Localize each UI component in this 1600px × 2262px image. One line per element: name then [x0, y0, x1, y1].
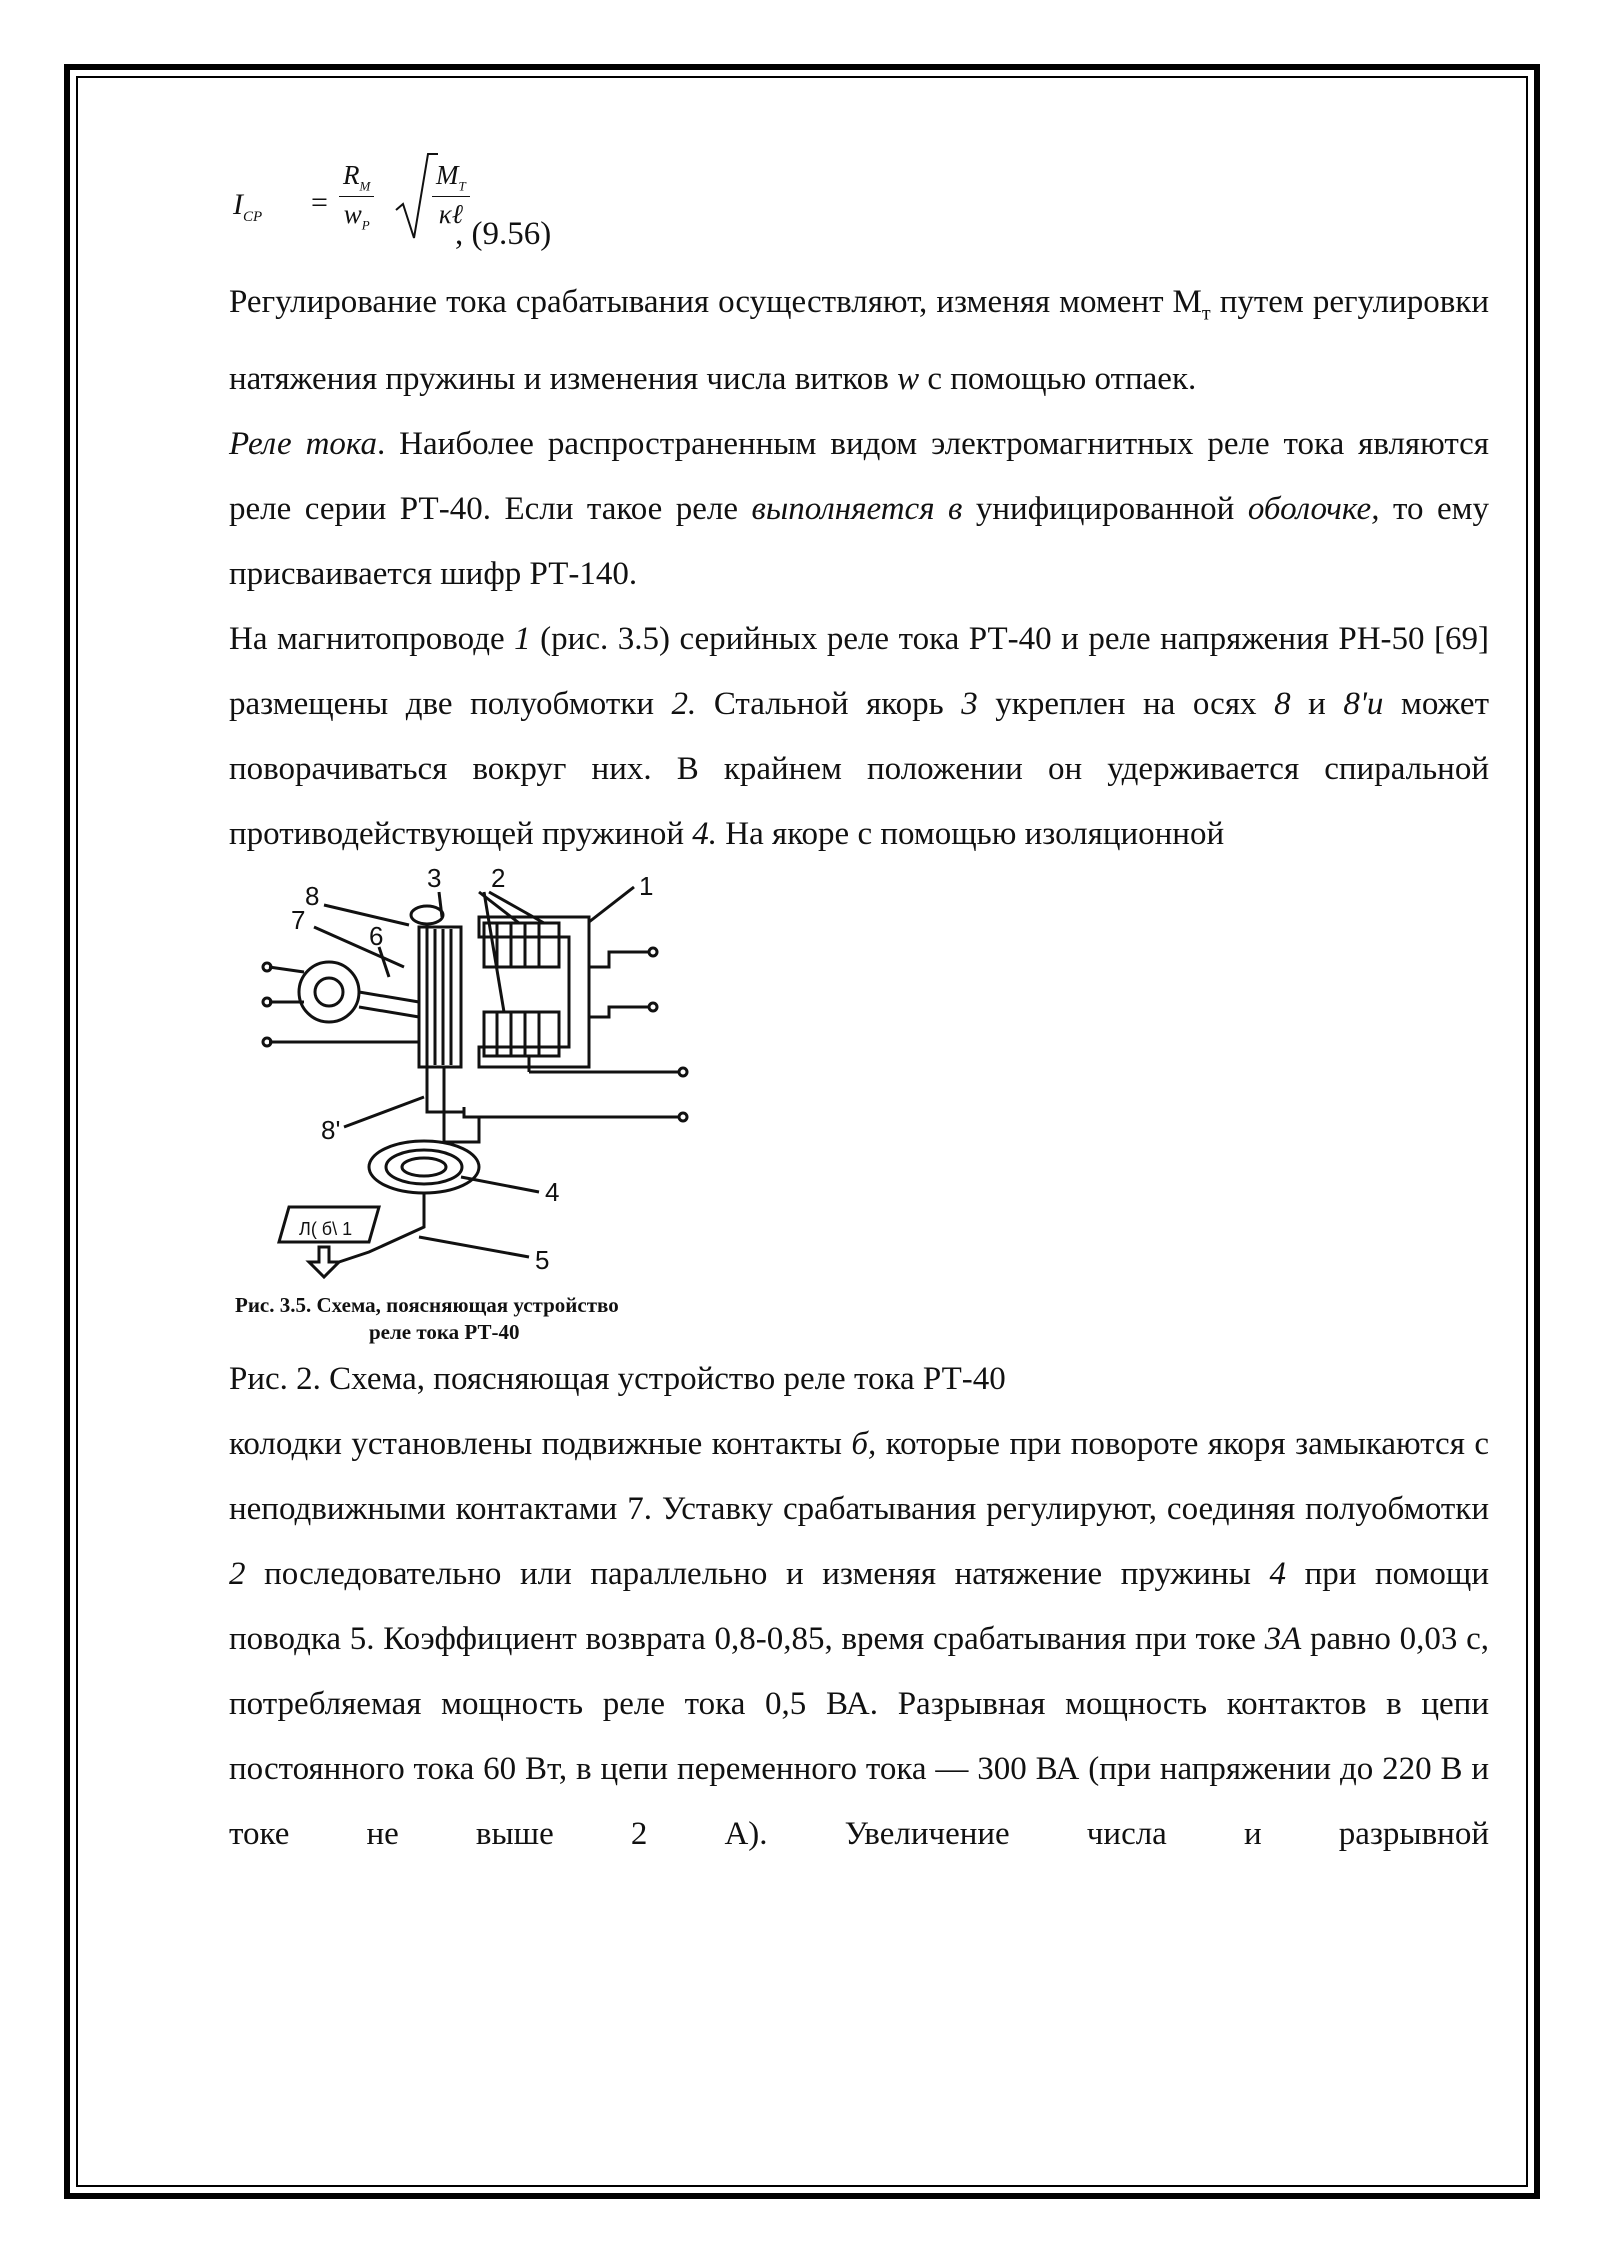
- figure-caption: Рис. 2. Схема, поясняющая устройство реле тока РТ-40: [229, 1360, 1006, 1397]
- relay-diagram-figure: [229, 867, 1489, 1347]
- figure-label-6: 6: [369, 920, 384, 951]
- figure-label-3: 3: [427, 866, 442, 893]
- figure-label-7: 7: [291, 904, 306, 935]
- figure-label-4: 4: [545, 1176, 560, 1207]
- armature: [419, 927, 461, 1067]
- figure-inner-caption-line2: реле тока РТ-40: [369, 1319, 520, 1344]
- formula-equals: =: [311, 186, 328, 219]
- relay-diagram: [229, 867, 749, 1347]
- paragraph-regulation: Регулирование тока срабатывания осуществляют, изменяя момент $M_т$ путем регулировки натяжения пружины и изменения числа витков w с помощью отпаек.: [229, 284, 1489, 397]
- figure-label-8-prime: 8': [321, 1114, 341, 1145]
- page-content: [229, 150, 1489, 1867]
- setting-scale-text: Л( б\ 1: [299, 1218, 353, 1239]
- coil-lower: [484, 1012, 559, 1056]
- formula-fraction-mt-kl: $M_T$ κℓ: [432, 160, 470, 230]
- figure-label-2: 2: [491, 866, 506, 893]
- figure-label-1: 1: [639, 870, 654, 901]
- paragraph-current-relay: Реле тока. Наиболее распространенным видом электромагнитных реле тока являются реле серии РТ-40. Если такое реле выполняется в унифицированной оболочке, то ему присваивается шифр РТ-140.: [229, 425, 1489, 592]
- formula-number: , (9.56): [455, 216, 552, 252]
- figure-label-5: 5: [535, 1244, 550, 1275]
- contact-block: [299, 962, 359, 1022]
- axis-knob: [411, 906, 443, 924]
- figure-inner-caption-line1: Рис. 3.5. Схема, поясняющая устройство: [235, 1292, 619, 1317]
- setting-pointer: [309, 1247, 339, 1277]
- formula-fraction-rm-wp: $\frac{R_M}{w_P}$: [339, 160, 374, 234]
- figure-label-8: 8: [305, 880, 320, 911]
- paragraph-contacts: колодки установлены подвижные контакты б, которые при повороте якоря замыкаются с неподвижными контактами 7. Уставку срабатывания регулируют, соединяя полуобмотки 2 последовательно или параллельно и изменяя натяжение пружины 4 при помощи поводка 5. Коэффициент возврата 0,8-0,85, время срабатывания при токе 3А равно 0,03 с, потребляемая мощность реле тока 0,5 ВА. Разрывная мощность контактов в цепи постоянного тока 60 Вт, в цепи переменного тока — 300 ВА (при напряжении до 220 В и токе не выше 2 А). Увеличение числа и разрывной: [229, 1425, 1490, 1852]
- formula-lhs: $I_{CP}$: [233, 188, 263, 225]
- formula-9-56: [229, 150, 1489, 270]
- paragraph-magnetic-core: На магнитопроводе 1 (рис. 3.5) серийных реле тока РТ-40 и реле напряжения РН-50 [69] размещены две полуобмотки 2. Стальной якорь 3 укреплен на осях 8 и 8'и может поворачиваться вокруг них. В крайнем положении он удерживается спиральной противодействующей пружиной 4. На якоре с помощью изоляционной: [229, 620, 1489, 852]
